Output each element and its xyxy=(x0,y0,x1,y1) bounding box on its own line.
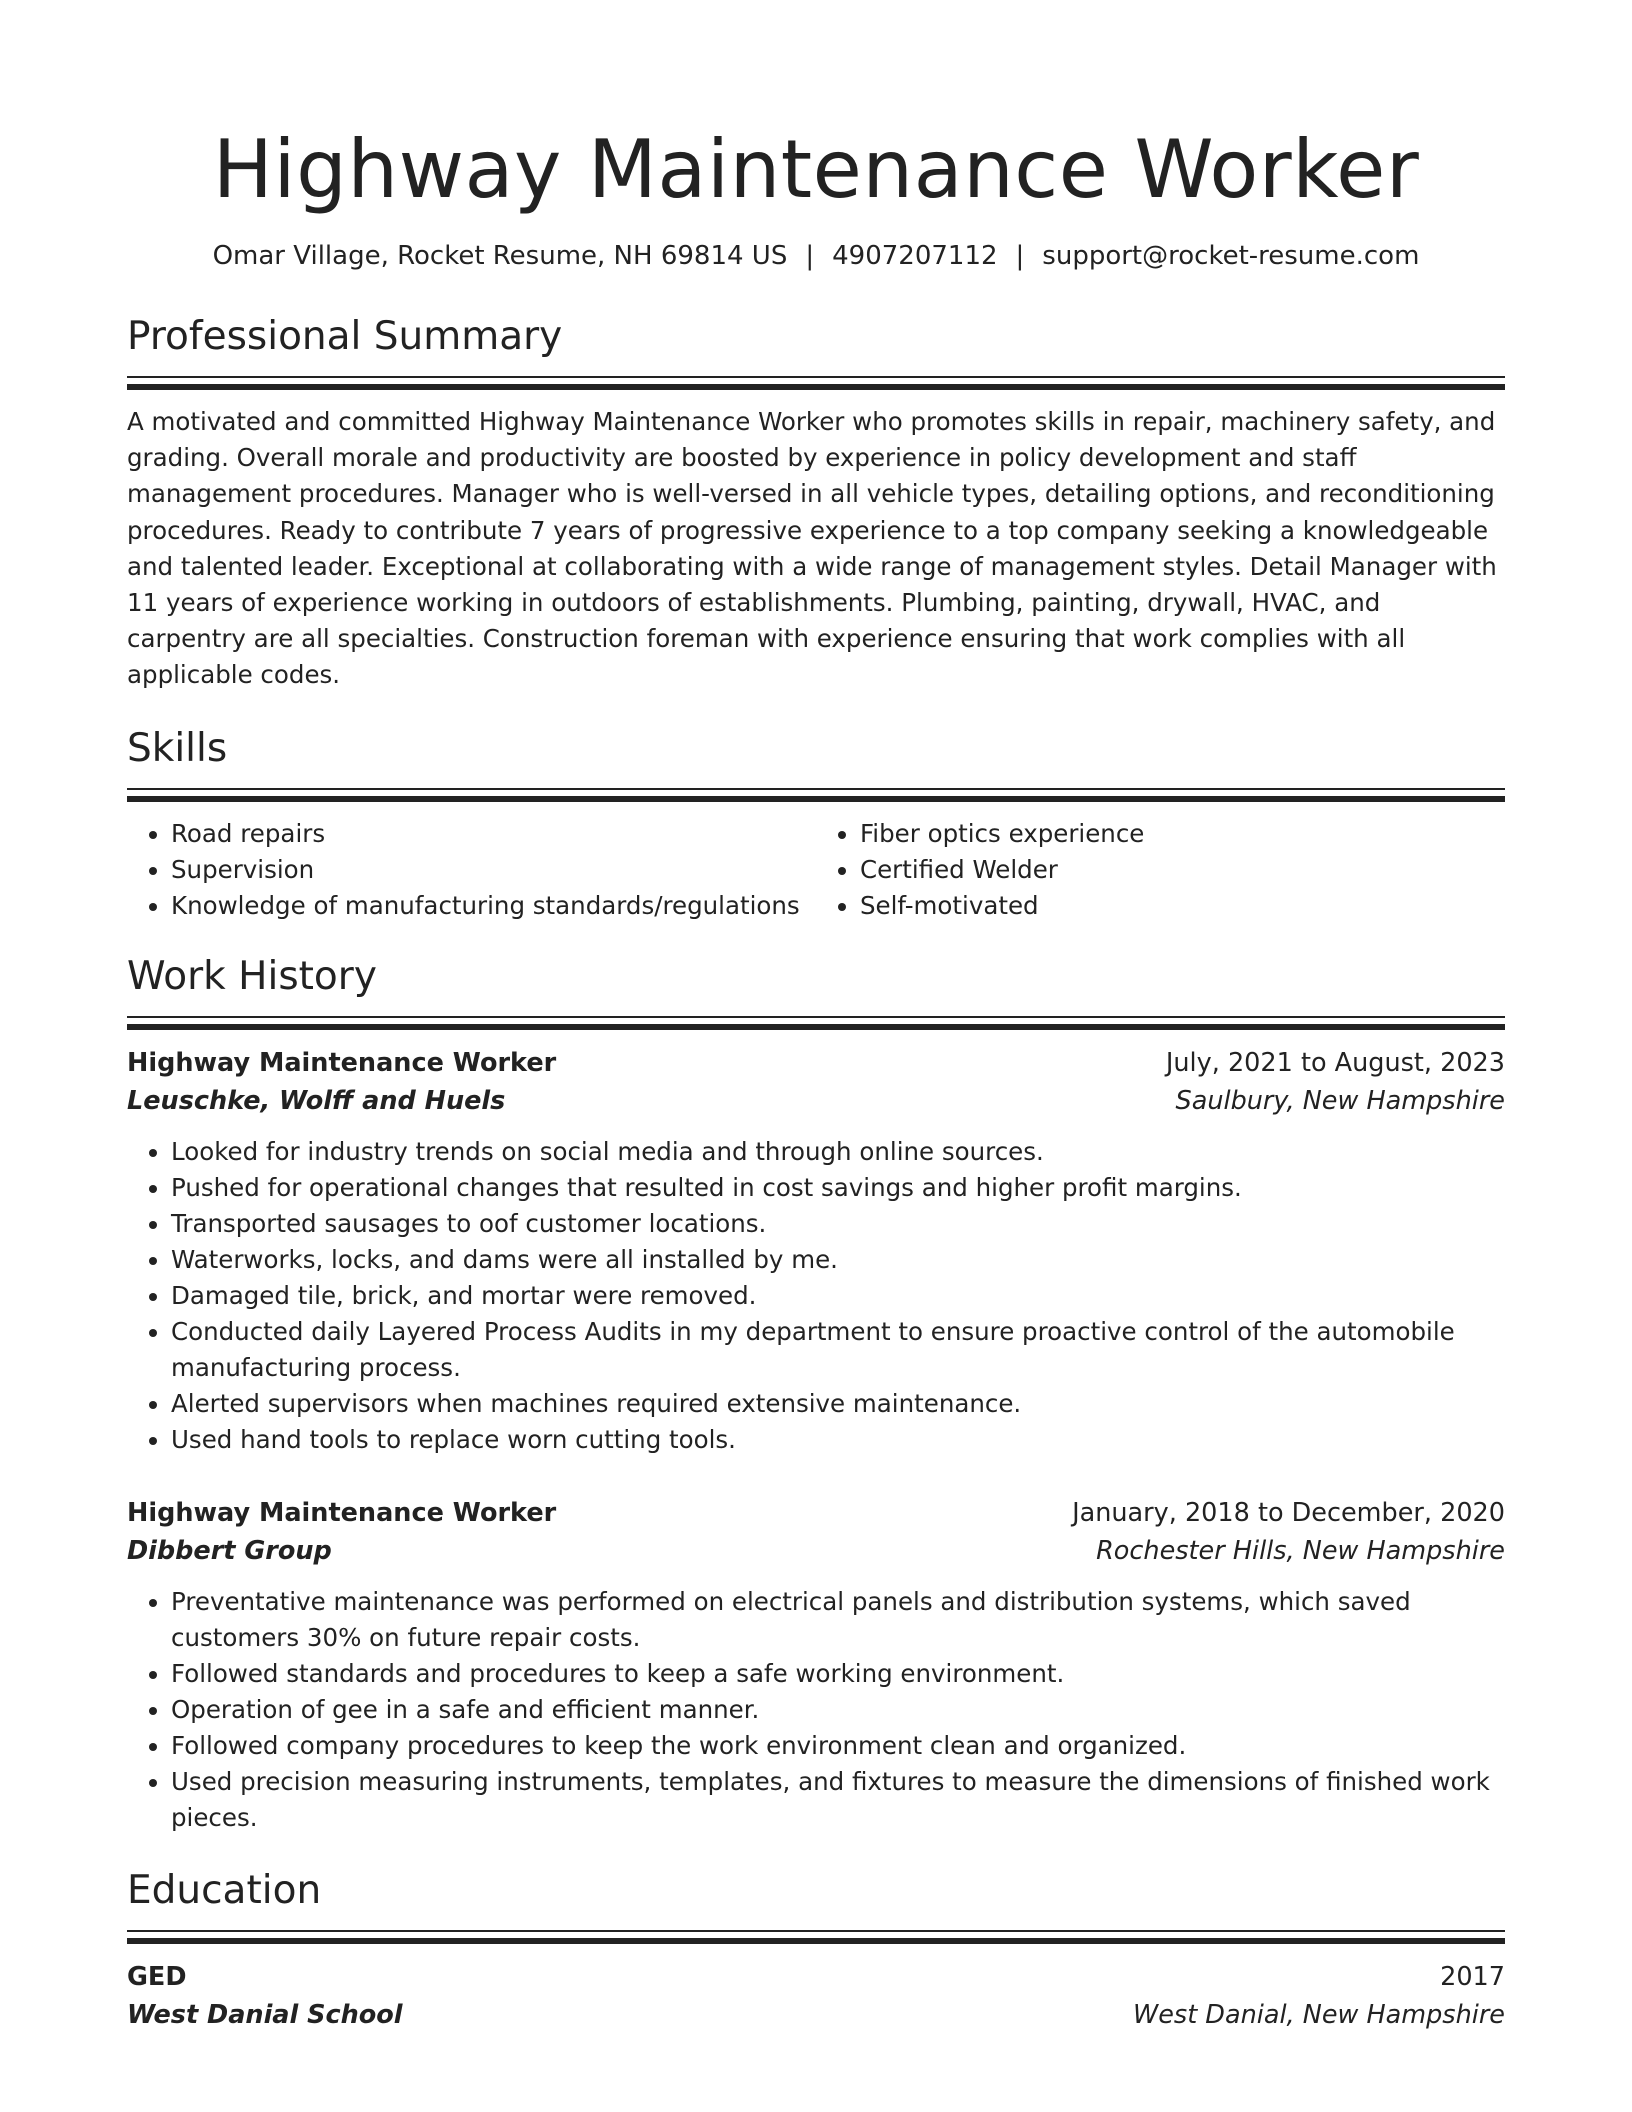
skills-column-left xyxy=(127,816,816,924)
job-bullet: • Preventative maintenance was performed on electrical panels and distribution systems, which saved customers 30% on future repair costs. xyxy=(171,1584,1505,1656)
job-bullets xyxy=(127,1134,1505,1458)
job-header xyxy=(127,1044,1505,1082)
job-bullet: • Transported sausages to oof customer locations. xyxy=(171,1206,1505,1242)
job-dates: July, 2021 to August, 2023 xyxy=(1165,1047,1505,1078)
job-entry xyxy=(127,1494,1505,1836)
job-bullet: • Waterworks, locks, and dams were all installed by me. xyxy=(171,1242,1505,1278)
contact-email: support@rocket-resume.com xyxy=(1042,241,1420,271)
education-subheader xyxy=(127,1996,1505,2034)
section-title-summary: Professional Summary xyxy=(127,314,563,359)
job-bullet: • Operation of gee in a safe and efficient manner. xyxy=(171,1692,1505,1728)
job-company: Leuschke, Wolff and Huels xyxy=(127,1085,506,1116)
skill-item: • Fiber optics experience xyxy=(860,816,1505,852)
job-bullets xyxy=(127,1584,1505,1836)
skills-column-right xyxy=(816,816,1505,924)
contact-separator: | xyxy=(805,241,815,271)
job-bullet: • Used precision measuring instruments, templates, and fixtures to measure the dimensions of finished work pieces. xyxy=(171,1764,1505,1836)
education-location: West Danial, New Hampshire xyxy=(1133,1999,1505,2030)
section-divider-thick xyxy=(127,796,1505,802)
resume-name: Highway Maintenance Worker xyxy=(212,123,1420,216)
section-divider-thick xyxy=(127,1938,1505,1944)
summary-text: A motivated and committed Highway Maintenance Worker who promotes skills in repair, machinery safety, and grading. Overall morale and productivity are boosted by experience in policy development and staff management procedures. Manager who is well-versed in all vehicle types, detailing options, and reconditioning procedures. Ready to contribute 7 years of progressive experience to a top company seeking a knowledgeable and talented leader. Exceptional at collaborating with a wide range of management styles. Detail Manager with 11 years of experience working in outdoors of establishments. Plumbing, painting, drywall, HVAC, and carpentry are all specialties. Construction foreman with experience ensuring that work complies with all applicable codes. xyxy=(127,407,1497,690)
job-title: Highway Maintenance Worker xyxy=(127,1497,557,1528)
education-degree: GED xyxy=(127,1961,187,1992)
job-dates: January, 2018 to December, 2020 xyxy=(1072,1497,1505,1528)
skill-item: • Self-motivated xyxy=(860,888,1505,924)
job-title: Highway Maintenance Worker xyxy=(127,1047,557,1078)
section-title-work: Work History xyxy=(127,953,377,999)
education-header xyxy=(127,1958,1505,1996)
education-school: West Danial School xyxy=(127,1999,403,2030)
education-section xyxy=(127,1866,1505,2034)
education-year: 2017 xyxy=(1440,1961,1505,1992)
summary-section xyxy=(127,312,1505,694)
skill-item: • Knowledge of manufacturing standards/regulations xyxy=(171,888,816,924)
job-location: Rochester Hills, New Hampshire xyxy=(1096,1535,1505,1566)
job-bullet: • Followed standards and procedures to keep a safe working environment. xyxy=(171,1656,1505,1692)
contact-phone: 4907207112 xyxy=(832,241,998,271)
job-subheader xyxy=(127,1532,1505,1570)
job-company: Dibbert Group xyxy=(127,1535,332,1566)
section-title-education: Education xyxy=(127,1867,322,1913)
job-bullet: • Conducted daily Layered Process Audits in my department to ensure proactive control of the automobile manufacturing process. xyxy=(171,1314,1505,1386)
job-bullet: • Pushed for operational changes that resulted in cost savings and higher profit margins. xyxy=(171,1170,1505,1206)
skills-list xyxy=(127,816,1505,924)
skill-item: • Supervision xyxy=(171,852,816,888)
work-history-section xyxy=(127,952,1505,1836)
contact-line xyxy=(127,238,1505,274)
section-divider xyxy=(127,1930,1505,1932)
job-bullet: • Damaged tile, brick, and mortar were removed. xyxy=(171,1278,1505,1314)
section-divider xyxy=(127,376,1505,378)
job-subheader xyxy=(127,1082,1505,1120)
section-divider xyxy=(127,1016,1505,1018)
job-bullet: • Used hand tools to replace worn cutting tools. xyxy=(171,1422,1505,1458)
job-bullet: • Looked for industry trends on social media and through online sources. xyxy=(171,1134,1505,1170)
section-divider xyxy=(127,788,1505,790)
job-header xyxy=(127,1494,1505,1532)
section-title-skills: Skills xyxy=(127,725,228,771)
education-entry xyxy=(127,1958,1505,2034)
section-divider-thick xyxy=(127,384,1505,390)
contact-address: Omar Village, Rocket Resume, NH 69814 US xyxy=(212,241,788,271)
job-bullet: • Followed company procedures to keep the work environment clean and organized. xyxy=(171,1728,1505,1764)
job-entry xyxy=(127,1044,1505,1458)
skills-section xyxy=(127,724,1505,924)
section-divider-thick xyxy=(127,1024,1505,1030)
job-location: Saulbury, New Hampshire xyxy=(1175,1085,1505,1116)
skill-item: • Certified Welder xyxy=(860,852,1505,888)
contact-separator: | xyxy=(1015,241,1025,271)
skill-item: • Road repairs xyxy=(171,816,816,852)
job-bullet: • Alerted supervisors when machines required extensive maintenance. xyxy=(171,1386,1505,1422)
